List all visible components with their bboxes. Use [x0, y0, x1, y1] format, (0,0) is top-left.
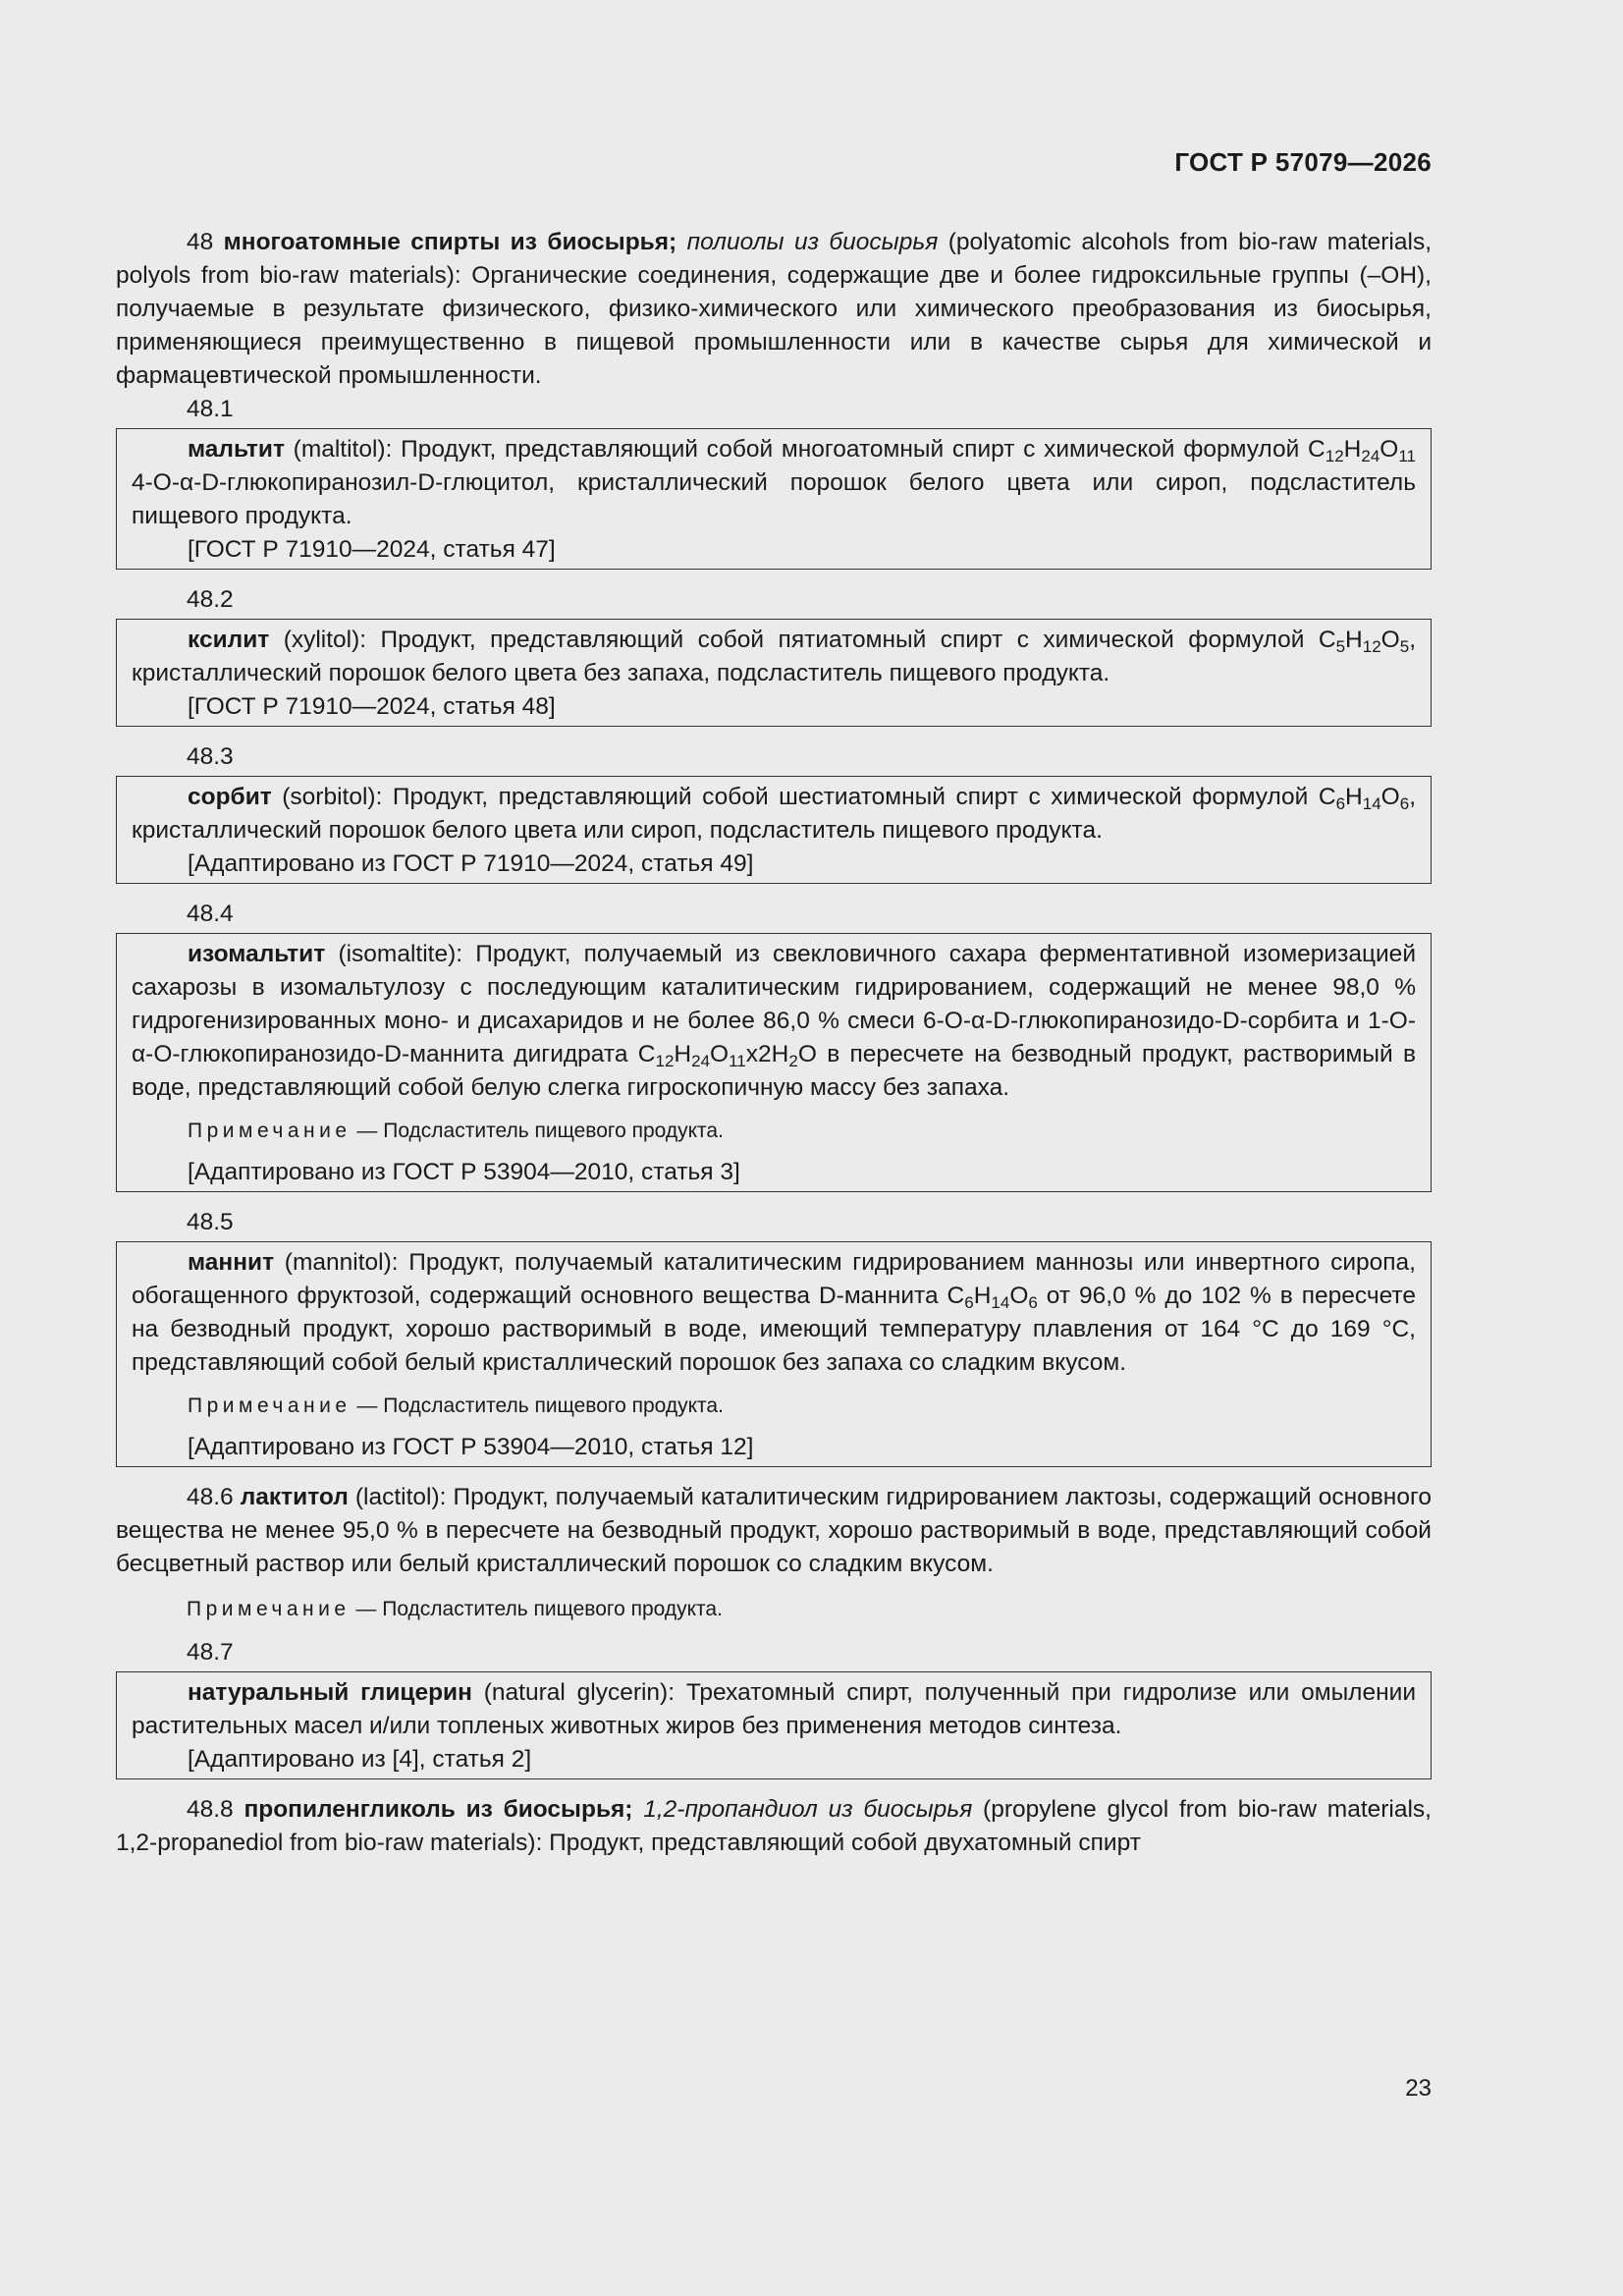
- term: многоатомные спирты из биосырья;: [223, 229, 677, 255]
- entry-box-48-7: [116, 1671, 1432, 1779]
- definition-text: , кристаллический порошок белого цвета без запаха, подсластитель пищевого продукта.: [132, 627, 1416, 686]
- definition: [132, 433, 1416, 533]
- entry-number: 48.4: [187, 901, 234, 927]
- chemical-formula: $C_{12}H_{24}O_{11}$: [1308, 436, 1416, 465]
- definition-text: (isomaltite): Продукт, получаемый из свекловичного сахара ферментативной изомеризацией сахарозы в изомальтулозу с последующим каталитическим гидрированием, содержащий не менее 98,0 % гидрогенизированных моно- и дисахаридов и не более 86,0 % смеси 6-O-α-D-глюкопиранозидо-D-сорбита и 1-O-α-O-глюкопиранозидо-D-маннита дигидрата: [132, 941, 1416, 1067]
- term: изомальтит: [188, 941, 326, 967]
- definition: (lactitol): Продукт, получаемый каталитическим гидрированием лактозы, содержащий основного вещества не менее 95,0 % в пересчете на безводный продукт, хорошо растворимый в воде, представляющий собой бесцветный раствор или белый кристаллический порошок со сладким вкусом.: [116, 1484, 1432, 1577]
- entry-48: [116, 226, 1432, 393]
- entry-box-48-4: [116, 933, 1432, 1192]
- definition-text: (natural glycerin): Трехатомный спирт, полученный при гидролизе или омылении растительных масел и/или топленых животных жиров без применения методов синтеза.: [132, 1679, 1417, 1739]
- definition: (propylene glycol from bio-raw materials, 1,2-propanediol from bio-raw materials): Продукт, представляющий собой двухатомный спирт: [116, 1796, 1432, 1856]
- source-reference: [Адаптировано из ГОСТ Р 53904—2010, статья 3]: [188, 1159, 740, 1185]
- definition-text: 4-O-α-D-глюкопиранозил-D-глюцитол, кристаллический порошок белого цвета или сироп, подсластитель пищевого продукта.: [132, 469, 1416, 529]
- synonym: полиолы из биосырья: [686, 229, 939, 255]
- note-text: — Подсластитель пищевого продукта.: [351, 1120, 724, 1142]
- definition: [132, 938, 1416, 1105]
- definition-text: в пересчете на безводный продукт, растворимый в воде, представляющий собой белую слегка гигроскопичную массу без запаха.: [132, 1041, 1417, 1101]
- entry-48-6: [116, 1481, 1432, 1581]
- entry-box-48-3: [116, 776, 1432, 884]
- entry-48-8: [116, 1793, 1432, 1860]
- term: натуральный глицерин: [188, 1679, 472, 1706]
- term: сорбит: [188, 784, 272, 810]
- definition: (polyatomic alcohols from bio-raw materials, polyols from bio-raw materials): Органические соединения, содержащие две и более гидроксильные группы (–OH), получаемые в результате физического, физико-химического или химического преобразования из биосырья, применяющиеся преимущественно в пищевой промышленности или в качестве сырья для химической и фармацевтической промышленности.: [116, 229, 1432, 389]
- chemical-formula: $C_6H_{14}O_6$: [1318, 784, 1410, 813]
- definition: [132, 781, 1416, 847]
- entry-number: 48.8: [187, 1796, 234, 1823]
- chemical-formula: $C_{12}H_{24}O_{11}x2H_2O$: [637, 1041, 817, 1070]
- definition: [132, 1676, 1416, 1743]
- source-reference: [ГОСТ Р 71910—2024, статья 47]: [188, 536, 556, 563]
- note-label: Примечание: [188, 1394, 352, 1417]
- chemical-formula: $C_5H_{12}O_5$: [1318, 627, 1410, 656]
- document-header: ГОСТ Р 57079—2026: [1174, 147, 1432, 177]
- term: ксилит: [188, 627, 270, 653]
- term: маннит: [188, 1249, 275, 1276]
- definition-text: (xylitol): Продукт, представляющий собой пятиатомный спирт с химической формулой: [269, 627, 1319, 653]
- term: лактитол: [240, 1484, 349, 1510]
- note: [116, 1595, 1432, 1624]
- source-reference: [ГОСТ Р 71910—2024, статья 48]: [188, 693, 556, 720]
- entry-box-48-5: [116, 1241, 1432, 1467]
- note-label: Примечание: [187, 1598, 351, 1620]
- definition: [132, 1246, 1416, 1380]
- entry-number: 48: [187, 229, 214, 255]
- term: мальтит: [188, 436, 285, 463]
- definition-text: (maltitol): Продукт, представляющий собой многоатомный спирт с химической формулой: [284, 436, 1309, 463]
- chemical-formula: $C_6H_{14}O_6$: [947, 1283, 1038, 1312]
- entry-number: 48.2: [187, 586, 234, 613]
- entry-number: 48.6: [187, 1484, 234, 1510]
- term: пропиленгликоль из биосырья;: [243, 1796, 633, 1823]
- note-text: — Подсластитель пищевого продукта.: [351, 1394, 724, 1417]
- synonym: 1,2-пропандиол из биосырья: [643, 1796, 973, 1823]
- entry-box-48-2: [116, 619, 1432, 727]
- note: [132, 1117, 1416, 1146]
- definition-text: (sorbitol): Продукт, представляющий собой шестиатомный спирт с химической формулой: [271, 784, 1319, 810]
- definition: [132, 624, 1416, 690]
- source-reference: [Адаптировано из ГОСТ Р 53904—2010, статья 12]: [188, 1434, 754, 1460]
- entry-number: 48.7: [187, 1639, 234, 1666]
- note-label: Примечание: [188, 1120, 352, 1142]
- entry-box-48-1: [116, 428, 1432, 570]
- document-body: [116, 226, 1432, 1860]
- note-text: — Подсластитель пищевого продукта.: [350, 1598, 723, 1620]
- definition-text: (mannitol): Продукт, получаемый каталитическим гидрированием маннозы или инвертного сиропа, обогащенного фруктозой, содержащий основного вещества D-маннита: [132, 1249, 1416, 1309]
- definition-text: , кристаллический порошок белого цвета или сироп, подсластитель пищевого продукта.: [132, 784, 1416, 844]
- entry-number: 48.3: [187, 743, 234, 770]
- entry-number: 48.5: [187, 1209, 234, 1235]
- entry-number: 48.1: [187, 396, 234, 422]
- note: [132, 1392, 1416, 1421]
- definition-text: от 96,0 % до 102 % в пересчете на безводный продукт, хорошо растворимый в воде, имеющий температуру плавления от 164 °С до 169 °С, представляющий собой белый кристаллический порошок без запаха со сладким вкусом.: [132, 1283, 1416, 1376]
- page-number: 23: [1405, 2075, 1432, 2102]
- source-reference: [Адаптировано из [4], статья 2]: [188, 1746, 532, 1773]
- source-reference: [Адаптировано из ГОСТ Р 71910—2024, статья 49]: [188, 850, 754, 877]
